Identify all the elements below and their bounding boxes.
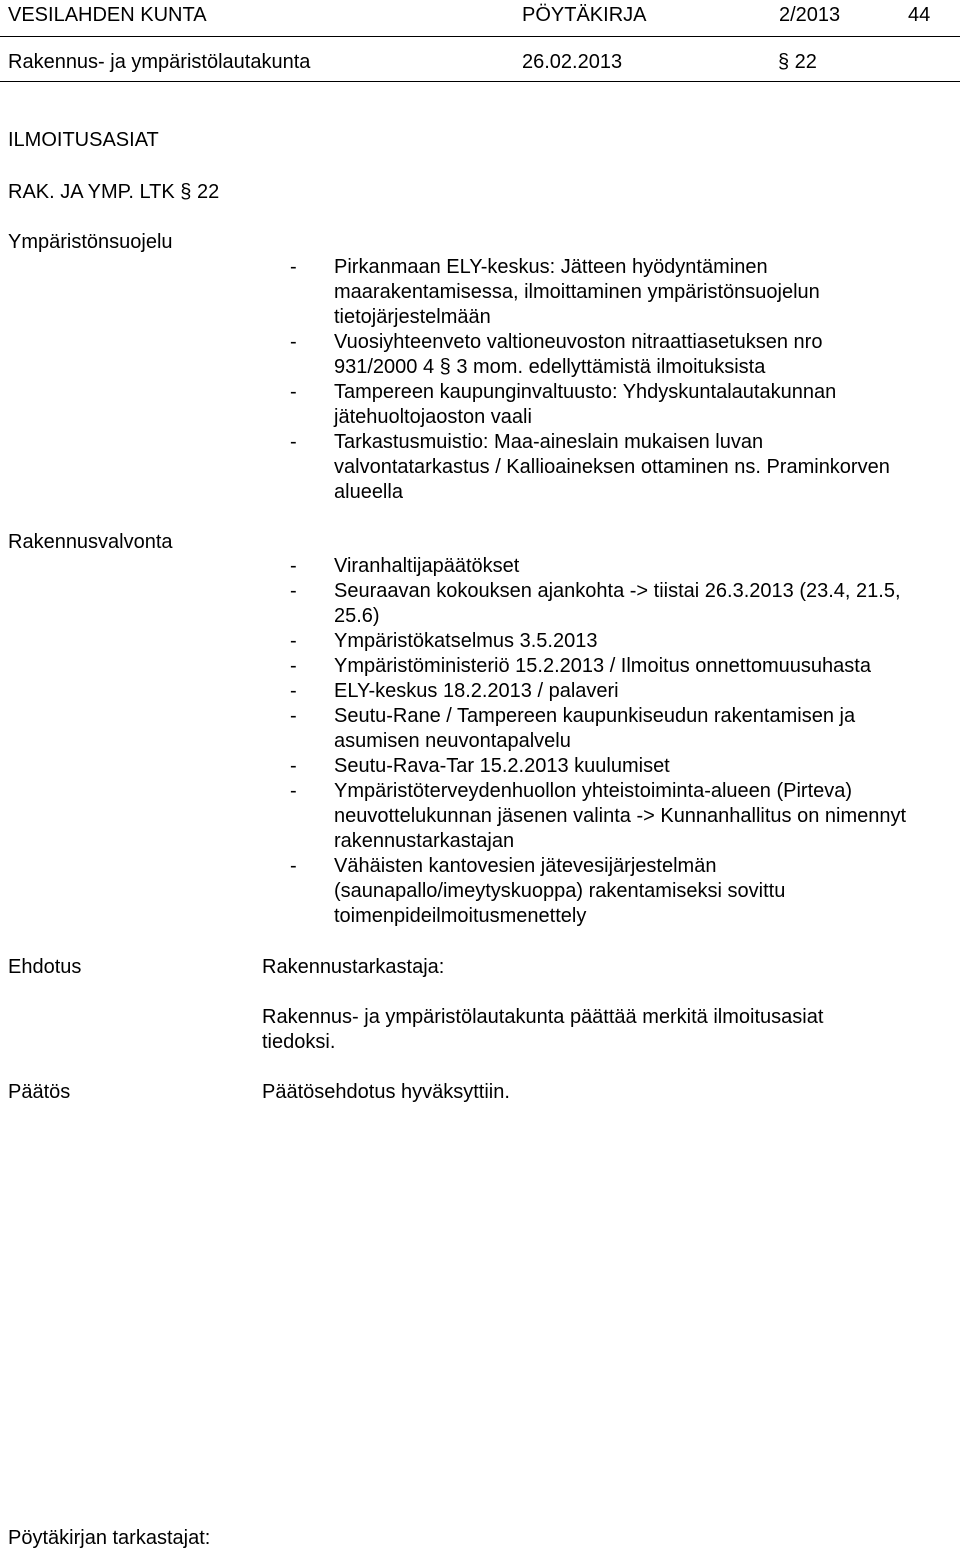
- list-item: - Seutu-Rane / Tampereen kaupunkiseudun rakentamisen ja asumisen neuvontapalvelu: [290, 705, 856, 752]
- section-label-building-control: Rakennusvalvonta: [8, 531, 173, 553]
- proposal-text: Rakennus- ja ympäristölautakunta päättää merkitä ilmoitusasiat tiedoksi.: [262, 1006, 824, 1053]
- decision-label: Päätös: [8, 1081, 71, 1103]
- list-item: - Vähäisten kantovesien jätevesijärjestelmän (saunapallo/imeytyskuoppa) rakentamiseksi sovittu toimenpideilmoitusmenettely: [290, 855, 786, 927]
- building-control-items-list: [290, 554, 958, 929]
- minutes-reviewers-label: Pöytäkirjan tarkastajat:: [8, 1527, 211, 1549]
- page-title: ILMOITUSASIAT: [8, 129, 159, 151]
- page-number: 44: [908, 4, 931, 26]
- list-item: - Viranhaltijapäätökset: [290, 555, 520, 577]
- section-reference: RAK. JA YMP. LTK § 22: [8, 181, 220, 203]
- proposal-label: Ehdotus: [8, 956, 82, 978]
- board-name: Rakennus- ja ympäristölautakunta: [8, 51, 311, 73]
- header-rule-top: [0, 36, 960, 37]
- list-item: - Pirkanmaan ELY-keskus: Jätteen hyödyntäminen maarakentamisessa, ilmoittaminen ympäristönsuojelun tietojärjestelmään: [290, 256, 820, 328]
- list-item: - Ympäristöterveydenhuollon yhteistoiminta-alueen (Pirteva) neuvottelukunnan jäsenen valinta -> Kunnanhallitus on nimennyt rakennustarkastajan: [290, 780, 907, 852]
- section-label-environment: Ympäristönsuojelu: [8, 231, 173, 253]
- header-rule-bottom: [0, 81, 960, 82]
- municipality-name: VESILAHDEN KUNTA: [8, 4, 207, 26]
- meeting-date: 26.02.2013: [522, 51, 623, 73]
- list-item: - ELY-keskus 18.2.2013 / palaveri: [290, 680, 619, 702]
- document-issue: 2/2013: [779, 4, 841, 26]
- document-type: PÖYTÄKIRJA: [522, 4, 647, 26]
- proposer: Rakennustarkastaja:: [262, 956, 445, 978]
- list-item: - Seuraavan kokouksen ajankohta -> tiistai 26.3.2013 (23.4, 21.5, 25.6): [290, 580, 901, 627]
- list-item: - Ympäristökatselmus 3.5.2013: [290, 630, 598, 652]
- list-item: - Ympäristöministeriö 15.2.2013 / Ilmoitus onnettomuusuhasta: [290, 655, 871, 677]
- list-item: - Tarkastusmuistio: Maa-aineslain mukaisen luvan valvontatarkastus / Kallioaineksen ottaminen ns. Praminkorven alueella: [290, 431, 890, 503]
- section-number: § 22: [778, 51, 817, 73]
- decision-text: Päätösehdotus hyväksyttiin.: [262, 1081, 510, 1103]
- list-item: - Seutu-Rava-Tar 15.2.2013 kuulumiset: [290, 755, 670, 777]
- list-item: - Vuosiyhteenveto valtioneuvoston nitraattiasetuksen nro 931/2000 4 § 3 mom. edellyttämistä ilmoituksista: [290, 331, 823, 378]
- environment-items-list: [290, 255, 958, 505]
- list-item: - Tampereen kaupunginvaltuusto: Yhdyskuntalautakunnan jätehuoltojaoston vaali: [290, 381, 837, 428]
